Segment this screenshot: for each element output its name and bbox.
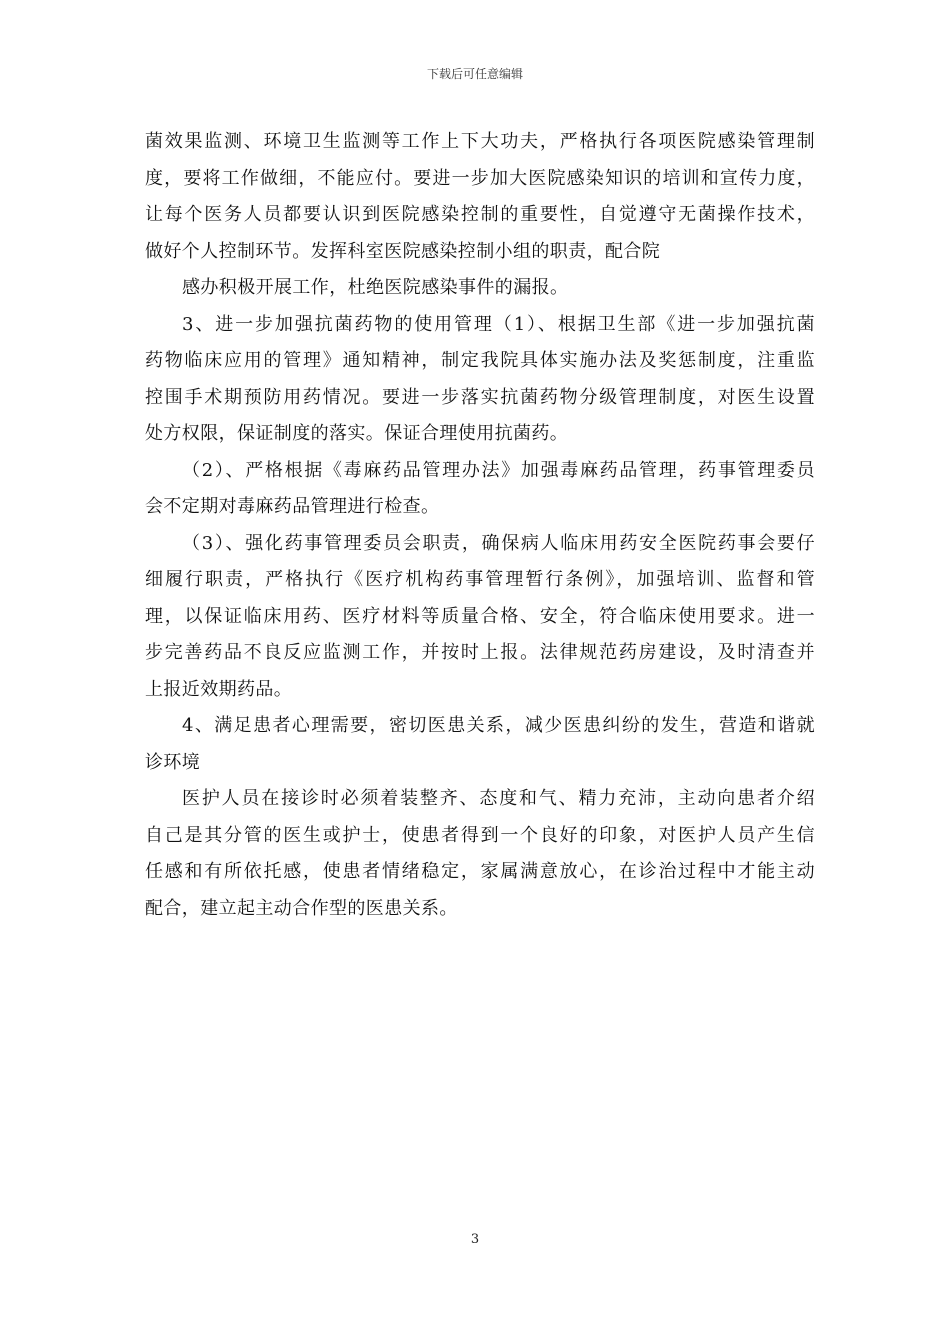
- text-line: 会不定期对毒麻药品管理进行检查。: [145, 496, 440, 517]
- text-line: 诊环境: [145, 751, 201, 773]
- paragraph-narcotics: [145, 453, 815, 526]
- text-line: 3、进一步加强抗菌药物的使用管理（1）、根据卫生部《进一步加强抗菌: [182, 313, 815, 335]
- document-body: [145, 124, 815, 927]
- text-line: （3）、强化药事管理委员会职责，确保病人临床用药安全医院药事会要仔: [182, 532, 815, 554]
- text-line: 药物临床应用的管理》通知精神，制定我院具体实施办法及奖惩制度，注重监: [145, 350, 815, 371]
- text-line: 做好个人控制环节。发挥科室医院感染控制小组的职责，配合院: [145, 240, 661, 262]
- text-line: 理，以保证临床用药、医疗材料等质量合格、安全，符合临床使用要求。进一: [145, 605, 815, 627]
- text-line: 配合，建立起主动合作型的医患关系。: [145, 897, 458, 919]
- text-line: 让每个医务人员都要认识到医院感染控制的重要性，自觉遵守无菌操作技术，: [145, 204, 815, 225]
- text-line: 控围手术期预防用药情况。要进一步落实抗菌药物分级管理制度，对医生设置: [145, 386, 815, 408]
- paragraph-medical-staff: [145, 781, 815, 927]
- text-line: 任感和有所依托感，使患者情绪稳定，家属满意放心，在诊治过程中才能主动: [145, 861, 815, 882]
- text-line: 菌效果监测、环境卫生监测等工作上下大功夫，严格执行各项医院感染管理制: [145, 131, 815, 152]
- text-line: 自己是其分管的医生或护士，使患者得到一个良好的印象，对医护人员产生信: [145, 824, 815, 846]
- paragraph-antibiotics: [145, 307, 815, 453]
- text-line: 4、满足患者心理需要，密切医患关系，减少医患纠纷的发生，营造和谐就: [182, 715, 815, 736]
- paragraph-infection-control: [145, 124, 815, 270]
- text-line: 感办积极开展工作，杜绝医院感染事件的漏报。: [182, 277, 569, 298]
- paragraph-infection-reporting: [145, 270, 815, 307]
- text-line: 医护人员在接诊时必须着装整齐、态度和气、精力充沛，主动向患者介绍: [182, 788, 815, 809]
- text-line: 上报近效期药品。: [145, 678, 293, 700]
- text-line: 度，要将工作做细，不能应付。要进一步加大医院感染知识的培训和宣传力度，: [145, 167, 815, 189]
- text-line: 细履行职责，严格执行《医疗机构药事管理暂行条例》，加强培训、监督和管: [145, 569, 815, 590]
- text-line: 处方权限，保证制度的落实。保证合理使用抗菌药。: [145, 423, 569, 444]
- paragraph-patient-needs: [145, 708, 815, 781]
- page-number: 3: [470, 1232, 480, 1247]
- text-line: （2）、严格根据《毒麻药品管理办法》加强毒麻药品管理，药事管理委员: [182, 459, 815, 481]
- page-header: 下载后可任意编辑: [426, 67, 523, 81]
- text-line: 步完善药品不良反应监测工作，并按时上报。法律规范药房建设，及时清查并: [145, 642, 815, 663]
- paragraph-pharmacy-committee: [145, 526, 815, 709]
